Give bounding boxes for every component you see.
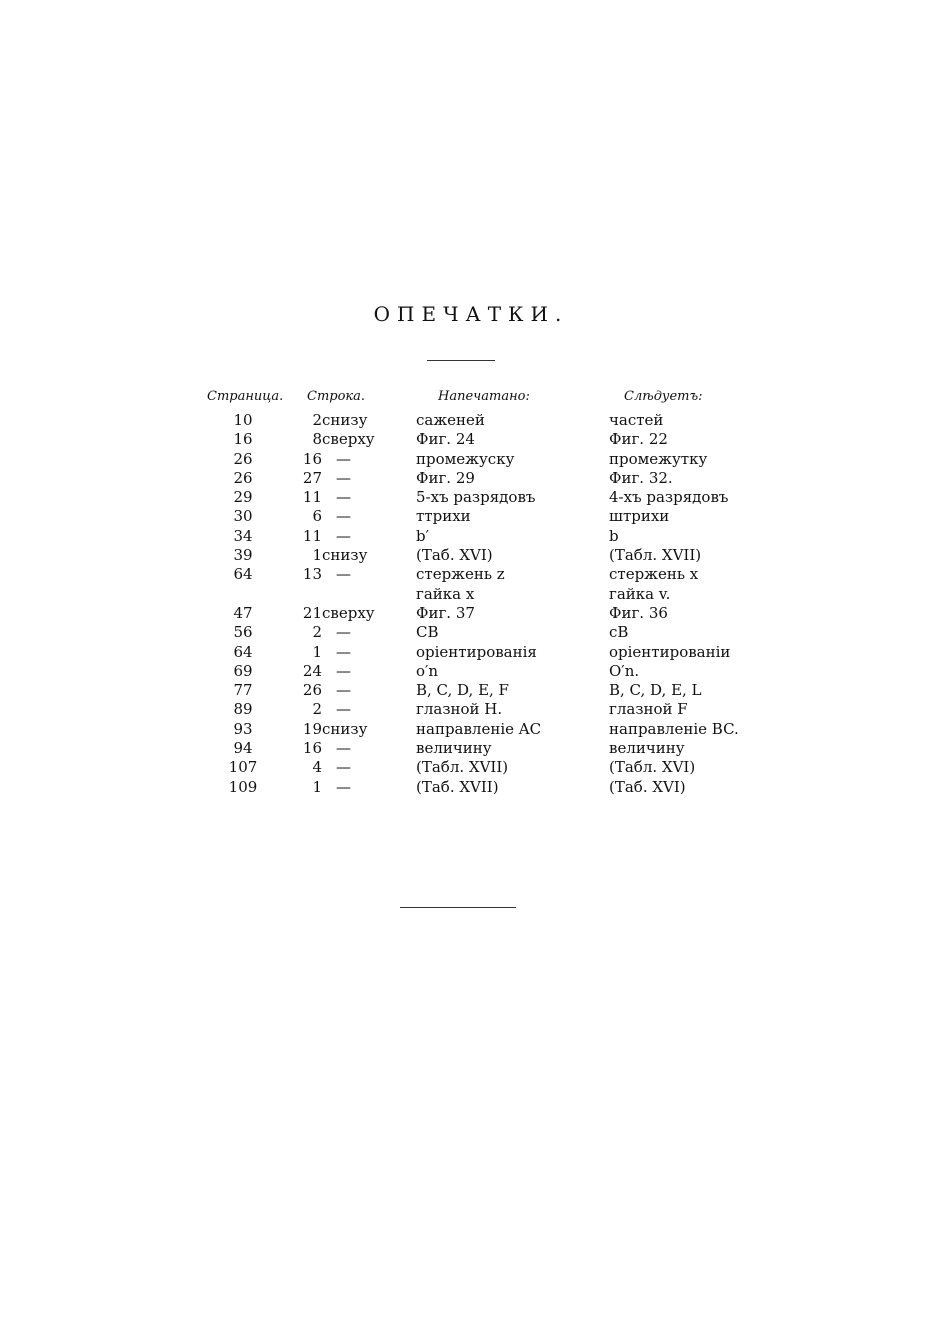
table-row — [0, 700, 936, 719]
cell-should-read: Фиг. 22 — [609, 430, 668, 449]
cell-page: 10 — [233, 411, 253, 429]
cell-should-read: штрихи — [609, 507, 670, 526]
table-row — [0, 739, 936, 758]
header-page: Страница. — [207, 389, 284, 404]
cell-position: снизу — [322, 719, 368, 738]
cell-should-read: стержень x — [609, 565, 699, 584]
cell-page: 109 — [228, 777, 258, 796]
cell-line: 1 — [312, 777, 322, 796]
table-row — [0, 623, 936, 642]
cell-printed: промежуску — [416, 449, 515, 468]
cell-page: 89 — [233, 700, 253, 719]
cell-position: — — [336, 526, 351, 545]
cell-printed: величину — [416, 739, 492, 758]
cell-printed: ттрихи — [416, 507, 471, 526]
cell-position: снизу — [322, 546, 368, 565]
table-row — [0, 720, 936, 739]
cell-line: 26 — [302, 681, 322, 700]
table-row — [0, 430, 936, 449]
table-row — [0, 565, 936, 584]
cell-should-read: Фиг. 36 — [609, 603, 668, 622]
cell-line: 19 — [302, 719, 322, 738]
cell-position: — — [336, 681, 351, 700]
cell-should-read: направленіе BC. — [609, 719, 739, 738]
cell-printed: CB — [416, 623, 439, 642]
cell-printed: гайка x — [416, 584, 475, 603]
cell-should-read: 4-хъ разрядовъ — [609, 488, 729, 507]
cell-page: 56 — [233, 623, 253, 642]
cell-line: 1 — [312, 546, 322, 565]
cell-printed: Фиг. 37 — [416, 603, 475, 622]
cell-position: — — [336, 623, 351, 642]
cell-page: 69 — [233, 661, 253, 680]
cell-position: сверху — [322, 603, 375, 622]
page-title: ОПЕЧАТКИ. — [373, 302, 569, 326]
end-divider — [400, 907, 516, 908]
cell-should-read: (Таб. XVI) — [609, 777, 686, 796]
cell-printed: стержень z — [416, 565, 505, 584]
table-row — [0, 758, 936, 777]
cell-should-read: cB — [609, 623, 629, 642]
cell-position: сверху — [322, 430, 375, 449]
cell-should-read: промежутку — [609, 449, 708, 468]
title-divider — [427, 360, 495, 361]
cell-line: 16 — [302, 739, 322, 758]
cell-printed: (Табл. XVII) — [416, 758, 509, 777]
cell-line: 16 — [302, 449, 322, 468]
cell-should-read: гайка v. — [609, 584, 671, 603]
cell-printed: саженей — [416, 411, 485, 429]
cell-printed: 5-хъ разрядовъ — [416, 488, 536, 507]
cell-printed: B, C, D, E, F — [416, 681, 509, 700]
cell-should-read: Фиг. 32. — [609, 468, 673, 487]
cell-printed: направленіе AC — [416, 719, 542, 738]
cell-line: 2 — [312, 411, 322, 429]
table-row — [0, 450, 936, 469]
cell-position: — — [336, 507, 351, 526]
cell-position: — — [336, 488, 351, 507]
errata-table — [0, 411, 936, 797]
cell-should-read: величину — [609, 739, 685, 758]
cell-line: 24 — [302, 661, 322, 680]
table-row — [0, 662, 936, 681]
cell-position: — — [336, 661, 351, 680]
cell-line: 1 — [312, 642, 322, 661]
cell-page: 26 — [233, 449, 253, 468]
cell-position: снизу — [322, 411, 368, 429]
header-should-read: Слѣдуетъ: — [624, 389, 703, 404]
cell-line: 27 — [302, 468, 322, 487]
cell-page: 107 — [228, 758, 258, 777]
cell-line: 2 — [312, 700, 322, 719]
cell-should-read: глазной F — [609, 700, 688, 719]
table-row — [0, 643, 936, 662]
table-row — [0, 411, 936, 430]
cell-page: 64 — [233, 565, 253, 584]
cell-line: 13 — [302, 565, 322, 584]
cell-position: — — [336, 642, 351, 661]
cell-printed: o′n — [416, 661, 439, 680]
cell-line: 11 — [302, 526, 322, 545]
table-row — [0, 604, 936, 623]
cell-should-read: (Табл. XVI) — [609, 758, 696, 777]
header-line: Строка. — [307, 389, 366, 404]
cell-should-read: частей — [609, 411, 664, 429]
cell-printed: (Таб. XVII) — [416, 777, 499, 796]
cell-page: 34 — [233, 526, 253, 545]
cell-line: 21 — [302, 603, 322, 622]
cell-should-read: b — [609, 526, 619, 545]
cell-position: — — [336, 565, 351, 584]
cell-should-read: B, C, D, E, L — [609, 681, 702, 700]
cell-printed: Фиг. 24 — [416, 430, 475, 449]
cell-line: 8 — [312, 430, 322, 449]
cell-position: — — [336, 468, 351, 487]
cell-line: 11 — [302, 488, 322, 507]
table-row — [0, 546, 936, 565]
table-row — [0, 585, 936, 604]
cell-page: 93 — [233, 719, 253, 738]
header-printed: Напечатано: — [438, 389, 530, 404]
cell-printed: оріентированія — [416, 642, 537, 661]
table-row — [0, 778, 936, 797]
cell-line: 2 — [312, 623, 322, 642]
cell-page: 64 — [233, 642, 253, 661]
cell-line: 4 — [312, 758, 322, 777]
table-row — [0, 681, 936, 700]
cell-page: 26 — [233, 468, 253, 487]
cell-page: 77 — [233, 681, 253, 700]
cell-printed: глазной H. — [416, 700, 503, 719]
cell-position: — — [336, 449, 351, 468]
table-row — [0, 488, 936, 507]
cell-page: 16 — [233, 430, 253, 449]
cell-should-read: O′n. — [609, 661, 640, 680]
cell-page: 30 — [233, 507, 253, 526]
cell-printed: b′ — [416, 526, 430, 545]
cell-line: 6 — [312, 507, 322, 526]
table-row — [0, 507, 936, 526]
cell-page: 47 — [233, 603, 253, 622]
cell-printed: (Таб. XVI) — [416, 546, 493, 565]
cell-position: — — [336, 739, 351, 758]
table-row — [0, 527, 936, 546]
cell-position: — — [336, 777, 351, 796]
cell-page: 39 — [233, 546, 253, 565]
table-row — [0, 469, 936, 488]
cell-page: 94 — [233, 739, 253, 758]
cell-should-read: (Табл. XVII) — [609, 546, 702, 565]
cell-should-read: оріентированіи — [609, 642, 731, 661]
cell-page: 29 — [233, 488, 253, 507]
cell-position: — — [336, 700, 351, 719]
cell-position: — — [336, 758, 351, 777]
table-header — [0, 389, 936, 409]
cell-printed: Фиг. 29 — [416, 468, 475, 487]
